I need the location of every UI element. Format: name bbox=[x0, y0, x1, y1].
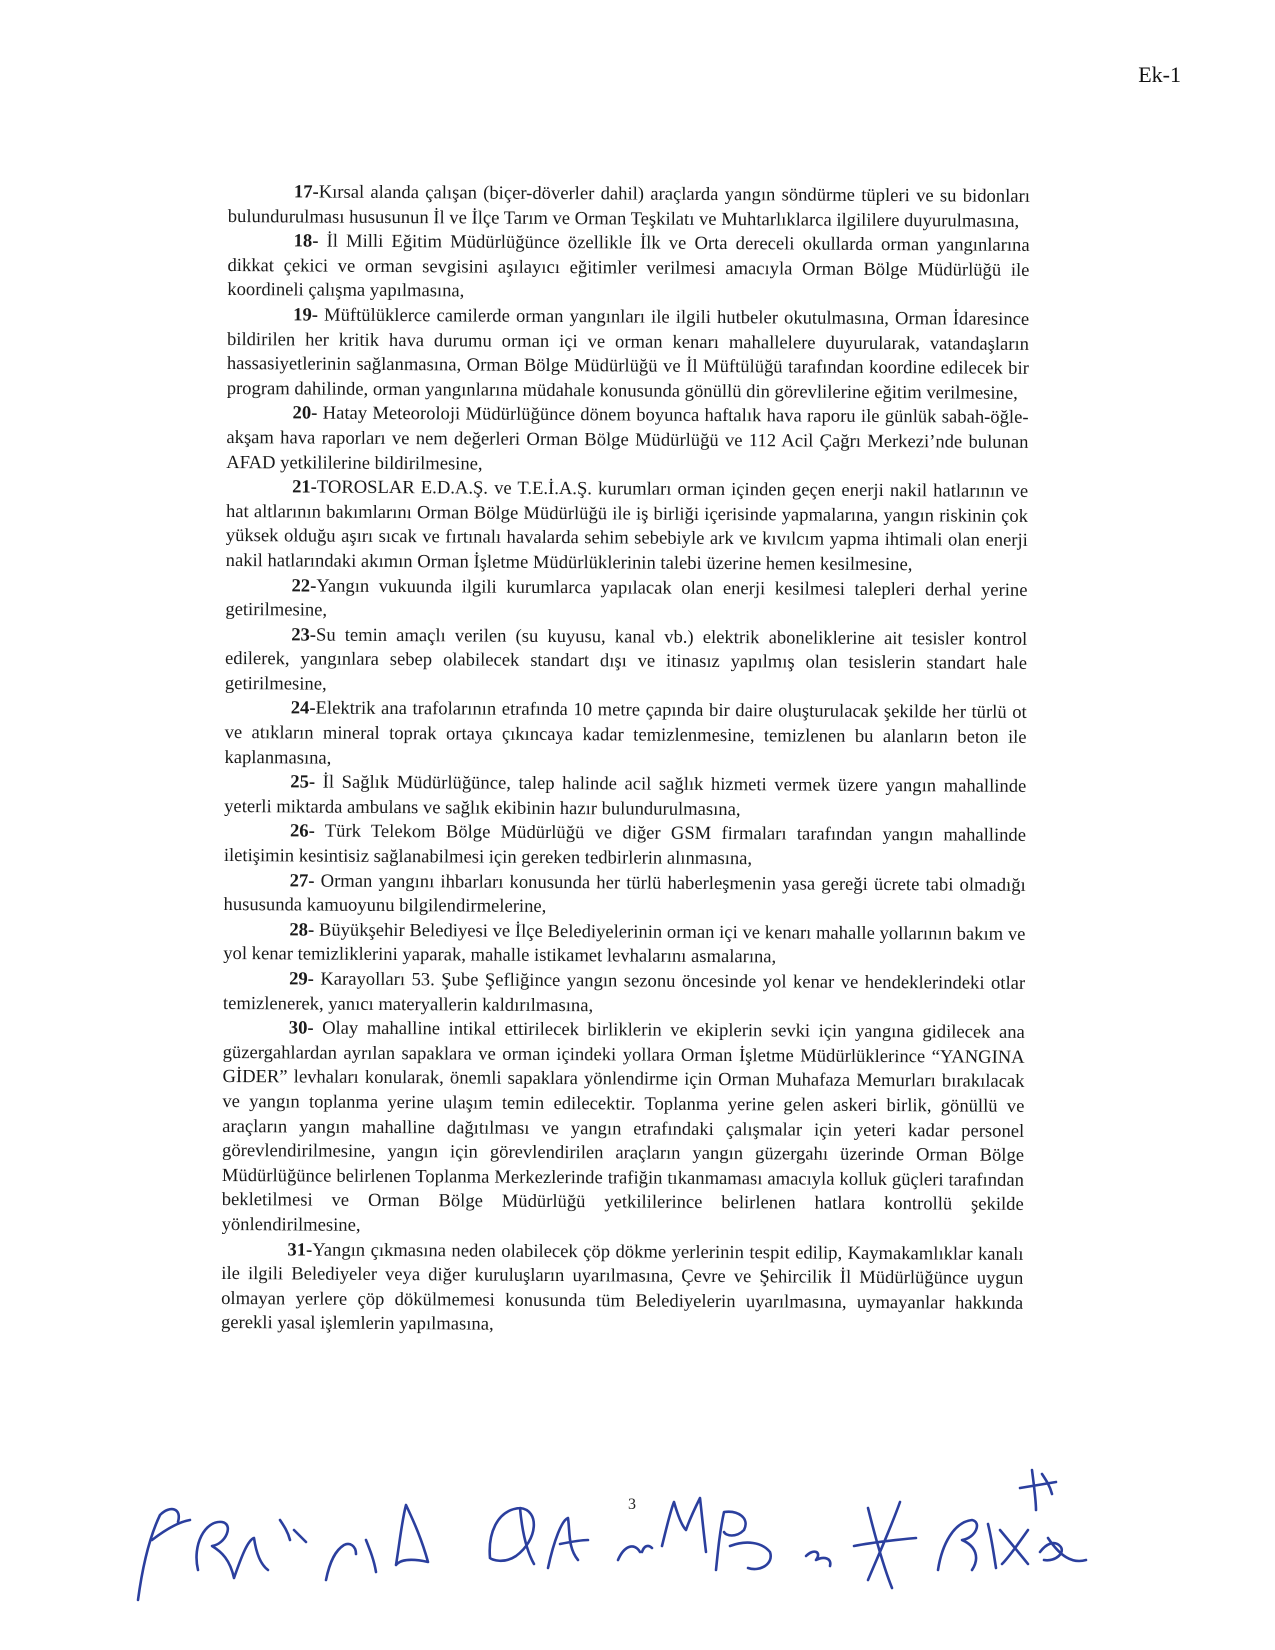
signature-13 bbox=[1040, 1538, 1086, 1561]
signature-6 bbox=[490, 1508, 534, 1564]
list-item-21 bbox=[226, 475, 1029, 578]
item-number: 25- bbox=[290, 771, 316, 793]
item-text: Olay mahalline intikal ettirilecek birliklerin ve ekiplerin sevki için yangına gidilecek ana güzergahlardan ayrılan sapaklara ve orman içindeki yollara Orman İşletme Müdürlüklerince “YANGINA GİDER” levhaları konularak, önemli sapaklara yönlendirme için Orman Muhafaza Memurları bırakılacak ve yangın toplanma yerine ulaşım temin edilecektir. Toplanma yerine gelen askeri birlik, gönüllü ve araçların yangın mahalline dağıtılması ve yangın etrafındaki çalışmalar için yeteri kadar personel görevlendirilmesine, yangın için görevlendirilen araçların yangın güzergahı üzerinde Orman Bölge Müdürlüğünce belirlenen Toplanma Merkezlerinde trafiğin tıkanmaması amacıyla kolluk güçleri tarafından bekletilmesi ve Orman Bölge Müdürlüğü yetkililerince belirlenen hatlara kontrollü şekilde yönlendirilmesine, bbox=[221, 1017, 1025, 1236]
item-text: Müftülüklerce camilerde orman yangınları ile ilgili hutbeler okutulmasına, Orman İdaresince bildirilen her kritik hava durumu orman içi ve orman kenarı mahallelere duyurularak, vatandaşların hassasiyetlerinin sağlanmasına, Orman Bölge Müdürlüğü ve İl Müftülüğü tarafından koordine edilecek bir program dahilinde, orman yangınlarına müdahale konusunda gönüllü din görevlilerine eğitim verilmesine, bbox=[226, 304, 1030, 404]
item-text: İl Milli Eğitim Müdürlüğünce özellikle İlk ve Orta dereceli okullarda orman yangınlarına dikkat çekici ve orman sevgisini aşılayıcı eğitimler verilmesi amacıyla Orman Bölge Müdürlüğü ile koordineli çalışma yapılmasına, bbox=[227, 230, 1030, 302]
item-number: 23- bbox=[291, 624, 317, 646]
list-item-30 bbox=[222, 1016, 1025, 1242]
annex-label: Ek-1 bbox=[1138, 62, 1181, 87]
list-item-17 bbox=[228, 180, 1030, 234]
signature-8 bbox=[618, 1498, 706, 1560]
signature-10 bbox=[806, 1552, 830, 1566]
item-number: 24- bbox=[290, 697, 316, 720]
item-number: 31- bbox=[287, 1238, 313, 1261]
item-text: Yangın çıkmasına neden olabilecek çöp dökme yerlerinin tespit edilip, Kaymakamlıklar kanalı ile ilgili Belediyeler veya diğer kuruluşların uyarılmasına, Çevre ve Şehircilik İl Müdürlüğünce uygun olmayan yerlere çöp dökülmemesi konusunda tüm Belediyelerin uyarılmasına, uymayanlar hakkında gerekli yasal işlemlerin yapılmasına, bbox=[220, 1239, 1024, 1335]
list-item-28 bbox=[223, 918, 1025, 972]
list-item-29 bbox=[223, 967, 1025, 1021]
signature-11 bbox=[854, 1502, 916, 1588]
list-item-26 bbox=[224, 819, 1026, 873]
item-text: Büyükşehir Belediyesi ve İlçe Belediyelerinin orman içi ve kenarı mahalle yollarının bakım ve yol kenar temizliklerini yaparak, mahalle istikamet levhalarını asmalarına, bbox=[223, 919, 1026, 968]
item-number: 19- bbox=[293, 304, 319, 326]
signature-5 bbox=[396, 1505, 428, 1565]
item-number: 17- bbox=[293, 181, 319, 203]
item-number: 27- bbox=[289, 870, 315, 892]
item-text: Karayolları 53. Şube Şefliğince yangın sezonu öncesinde yol kenar ve hendeklerindeki otlar temizlenerek, yanıcı materyallerin kaldırılmasına, bbox=[222, 968, 1026, 1016]
list-item-20 bbox=[226, 401, 1028, 480]
item-text: Yangın vukuunda ilgili kurumlarca yapılacak olan enerji kesilmesi talepleri derhal yerine getirilmesine, bbox=[225, 575, 1028, 621]
list-item-23 bbox=[225, 623, 1027, 702]
list-item-18 bbox=[227, 229, 1029, 308]
document-body bbox=[221, 180, 1030, 1341]
signature-4 bbox=[326, 1540, 376, 1580]
page-number: 3 bbox=[628, 1496, 636, 1513]
signature-1 bbox=[138, 1509, 190, 1600]
item-number: 20- bbox=[292, 402, 318, 424]
item-number: 30- bbox=[288, 1017, 314, 1039]
list-item-19 bbox=[227, 303, 1030, 406]
item-text: Kırsal alanda çalışan (biçer-döverler dahil) araçlarda yangın söndürme tüpleri ve su bidonları bulundurulması hususunun İl ve İlçe Tarım ve Orman Teşkilatı ve Muhtarlıklarca ilgililere duyurulmasına, bbox=[227, 181, 1030, 232]
item-number: 29- bbox=[289, 968, 314, 990]
item-text: TOROSLAR E.D.A.Ş. ve T.E.İ.A.Ş. kurumları orman içinden geçen enerji nakil hatlarının ve hat altlarının bakımlarını Orman Bölge Müdürlüğü ile iş birliği içerisinde yapmalarına, yangın riskinin çok yüksek olduğu aşırı sıcak ve fırtınalı havalarda sehim sebebiyle ark ve kıvılcım yapma ihtimali olan enerji nakil hatlarındaki akımın Orman İşletme Müdürlüklerinin talebi üzerine hemen kesilmesine, bbox=[225, 476, 1029, 576]
item-text: Orman yangını ihbarları konusunda her türlü haberleşmenin yasa gereği ücrete tabi olmadığı hususunda kamuoyunu bilgilendirmelerine, bbox=[223, 870, 1026, 918]
list-item-24 bbox=[224, 696, 1026, 775]
signature-2 bbox=[197, 1522, 268, 1578]
item-text: Su temin amaçlı verilen (su kuyusu, kanal vb.) elektrik aboneliklerine ait tesisler kontrol edilerek, yangınlara sebep olabilecek standart dışı ve itinasız yapılmış olan tesislerin standart hale getirilmesine, bbox=[224, 624, 1028, 695]
list-item-25 bbox=[224, 770, 1026, 824]
list-item-22 bbox=[225, 573, 1027, 627]
signature-12 bbox=[938, 1520, 1028, 1570]
item-number: 28- bbox=[289, 919, 315, 941]
item-text: Türk Telekom Bölge Müdürlüğü ve diğer GSM firmaları tarafından yangın mahallinde iletişimin kesintisiz sağlanabilmesi için gereken tedbirlerin alınmasına, bbox=[223, 820, 1027, 870]
signature-14 bbox=[1020, 1470, 1056, 1510]
item-number: 22- bbox=[291, 574, 317, 597]
handwritten-signatures bbox=[130, 1460, 1150, 1610]
list-item-31 bbox=[221, 1238, 1024, 1341]
signature-7 bbox=[548, 1518, 588, 1568]
item-text: İl Sağlık Müdürlüğünce, talep halinde acil sağlık hizmeti vermek üzere yangın mahallinde yeterli miktarda ambulans ve sağlık ekibinin hazır bulundurulmasına, bbox=[224, 771, 1027, 820]
item-number: 18- bbox=[293, 230, 319, 252]
item-text: Elektrik ana trafolarının etrafında 10 metre çapında bir daire oluşturulacak şekilde her türlü ot ve atıkların mineral toprak ortaya çıkıncaya kadar temizlenmesine, temizlenen bu alanların beton ile kaplanmasına, bbox=[224, 698, 1027, 769]
signature-3 bbox=[280, 1520, 306, 1542]
item-number: 26- bbox=[289, 820, 315, 842]
item-number: 21- bbox=[292, 476, 317, 498]
signature-9 bbox=[716, 1512, 771, 1570]
list-item-27 bbox=[223, 869, 1025, 923]
item-text: Hatay Meteoroloji Müdürlüğünce dönem boyunca haftalık hava raporu ile günlük sabah-öğle-akşam hava raporları ve nem değerleri Orman Bölge Müdürlüğü ve 112 Acil Çağrı Merkezi’nde bulunan AFAD yetkililerine bildirilmesine, bbox=[226, 402, 1029, 475]
